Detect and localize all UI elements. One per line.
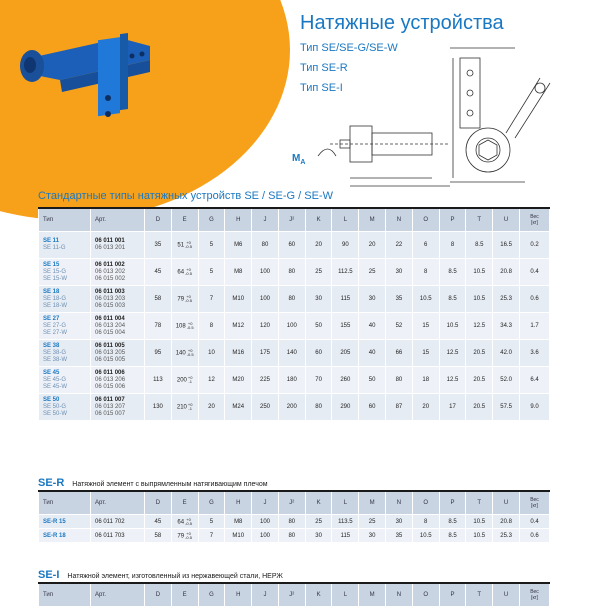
value-cell-d: 45	[145, 515, 172, 529]
value-cell-weight: 0.4	[520, 259, 550, 286]
value-cell-e: 79 +0 -0.5	[171, 286, 198, 313]
technical-drawing	[310, 38, 560, 198]
article-cell: 06 011 005 06 013 205 06 015 005	[91, 340, 145, 367]
value-cell-j: 175	[252, 340, 279, 367]
value-cell-d: 95	[145, 340, 172, 367]
value-cell-o: 15	[412, 313, 439, 340]
value-cell-n: 52	[386, 313, 413, 340]
table-row	[39, 367, 550, 394]
value-cell-weight: 0.6	[520, 286, 550, 313]
article-cell: 06 011 702	[91, 515, 145, 529]
value-cell-j2: 80	[278, 259, 305, 286]
value-cell-m: 20	[359, 232, 386, 259]
value-cell-weight: 0.2	[520, 232, 550, 259]
value-cell-j2: 140	[278, 340, 305, 367]
value-cell-l: 115	[332, 529, 359, 543]
section-heading-se-i: SE-I Натяжной элемент, изготовленный из нержавеющей стали, НЕРЖ	[38, 569, 283, 581]
subtitle-type-se-r: Тип SE-R	[300, 62, 348, 74]
article-cell: 06 011 007 06 013 207 06 015 007	[91, 394, 145, 421]
value-cell-u: 25.3	[493, 286, 520, 313]
value-cell-t: 10.5	[466, 515, 493, 529]
value-cell-j2: 180	[278, 367, 305, 394]
type-cell: SE 50 SE 50-G SE 50-W	[39, 394, 91, 421]
section-heading-standard: Стандартные типы натяжных устройств SE / SE-G / SE-W	[38, 190, 333, 202]
value-cell-p: 12.5	[439, 340, 466, 367]
value-cell-k: 25	[305, 515, 332, 529]
value-cell-n: 35	[386, 529, 413, 543]
value-cell-h: M8	[225, 259, 252, 286]
value-cell-n: 66	[386, 340, 413, 367]
value-cell-weight: 1.7	[520, 313, 550, 340]
article-cell: 06 011 003 06 013 203 06 015 003	[91, 286, 145, 313]
value-cell-k: 80	[305, 394, 332, 421]
value-cell-d: 58	[145, 286, 172, 313]
value-cell-p: 12.5	[439, 367, 466, 394]
subtitle-type-se: Тип SE/SE-G/SE-W	[300, 42, 398, 54]
se-i-table	[38, 582, 550, 607]
value-cell-weight: 9.0	[520, 394, 550, 421]
value-cell-j2: 60	[278, 232, 305, 259]
value-cell-k: 70	[305, 367, 332, 394]
value-cell-e: 64 +0 -0.5	[171, 259, 198, 286]
value-cell-j: 250	[252, 394, 279, 421]
type-cell: SE 38 SE 38-G SE 38-W	[39, 340, 91, 367]
type-cell: SE-R 15	[39, 515, 91, 529]
value-cell-t: 20.5	[466, 367, 493, 394]
value-cell-e: 108 +0 -0.5	[171, 313, 198, 340]
table-header: Тип Арт. D E G H J J² K L M N O P T U Вес [кг]	[39, 491, 550, 515]
table-row	[39, 515, 550, 529]
se-r-table	[38, 490, 550, 543]
value-cell-m: 50	[359, 367, 386, 394]
value-cell-o: 10.5	[412, 286, 439, 313]
value-cell-d: 130	[145, 394, 172, 421]
ma-label: $M_A$	[292, 153, 306, 166]
value-cell-j: 100	[252, 286, 279, 313]
value-cell-l: 112.5	[332, 259, 359, 286]
value-cell-o: 8	[412, 259, 439, 286]
value-cell-d: 78	[145, 313, 172, 340]
value-cell-o: 15	[412, 340, 439, 367]
value-cell-n: 30	[386, 515, 413, 529]
value-cell-m: 40	[359, 340, 386, 367]
value-cell-k: 30	[305, 286, 332, 313]
value-cell-weight: 6.4	[520, 367, 550, 394]
value-cell-n: 87	[386, 394, 413, 421]
value-cell-h: M16	[225, 340, 252, 367]
value-cell-o: 10.5	[412, 529, 439, 543]
value-cell-g: 7	[198, 529, 225, 543]
value-cell-k: 25	[305, 259, 332, 286]
value-cell-g: 20	[198, 394, 225, 421]
value-cell-weight: 0.6	[520, 529, 550, 543]
value-cell-e: 79 +0 -0.5	[171, 529, 198, 543]
value-cell-t: 10.5	[466, 529, 493, 543]
value-cell-m: 25	[359, 515, 386, 529]
table-row	[39, 259, 550, 286]
value-cell-o: 8	[412, 515, 439, 529]
value-cell-o: 18	[412, 367, 439, 394]
value-cell-g: 7	[198, 286, 225, 313]
value-cell-o: 20	[412, 394, 439, 421]
type-cell: SE 15 SE 15-G SE 15-W	[39, 259, 91, 286]
value-cell-d: 35	[145, 232, 172, 259]
value-cell-j: 100	[252, 515, 279, 529]
value-cell-l: 113.5	[332, 515, 359, 529]
value-cell-g: 5	[198, 259, 225, 286]
value-cell-j2: 80	[278, 515, 305, 529]
value-cell-t: 20.5	[466, 340, 493, 367]
value-cell-m: 30	[359, 529, 386, 543]
value-cell-k: 60	[305, 340, 332, 367]
table-row	[39, 394, 550, 421]
type-cell: SE 45 SE 45-G SE 45-W	[39, 367, 91, 394]
value-cell-e: 140 +0 -0.5	[171, 340, 198, 367]
value-cell-j2: 80	[278, 529, 305, 543]
table-row	[39, 232, 550, 259]
value-cell-weight: 3.6	[520, 340, 550, 367]
value-cell-g: 5	[198, 515, 225, 529]
standard-table	[38, 207, 550, 421]
value-cell-t: 20.5	[466, 394, 493, 421]
value-cell-p: 8.5	[439, 529, 466, 543]
value-cell-o: 6	[412, 232, 439, 259]
value-cell-u: 42.0	[493, 340, 520, 367]
article-cell: 06 011 006 06 013 206 06 015 006	[91, 367, 145, 394]
value-cell-g: 5	[198, 232, 225, 259]
value-cell-p: 8.5	[439, 515, 466, 529]
article-cell: 06 011 004 06 013 204 06 015 004	[91, 313, 145, 340]
section-heading-se-r: SE-R Натяжной элемент с выпрямленным натягивающим плечом	[38, 477, 268, 489]
value-cell-u: 20.8	[493, 259, 520, 286]
value-cell-k: 30	[305, 529, 332, 543]
value-cell-t: 10.5	[466, 259, 493, 286]
value-cell-u: 52.0	[493, 367, 520, 394]
value-cell-u: 16.5	[493, 232, 520, 259]
value-cell-j: 120	[252, 313, 279, 340]
value-cell-m: 60	[359, 394, 386, 421]
value-cell-p: 8	[439, 232, 466, 259]
value-cell-u: 57.5	[493, 394, 520, 421]
value-cell-l: 260	[332, 367, 359, 394]
value-cell-n: 30	[386, 259, 413, 286]
table-header: Тип Арт. D E G H J J² K L M N O P T U Вес [кг]	[39, 583, 550, 607]
value-cell-d: 113	[145, 367, 172, 394]
value-cell-k: 50	[305, 313, 332, 340]
value-cell-j: 100	[252, 259, 279, 286]
value-cell-p: 10.5	[439, 313, 466, 340]
value-cell-h: M24	[225, 394, 252, 421]
value-cell-p: 8.5	[439, 259, 466, 286]
value-cell-e: 51 +0 -0.5	[171, 232, 198, 259]
value-cell-j: 100	[252, 529, 279, 543]
value-cell-h: M6	[225, 232, 252, 259]
value-cell-j: 225	[252, 367, 279, 394]
table-row	[39, 529, 550, 543]
value-cell-t: 8.5	[466, 232, 493, 259]
value-cell-j: 80	[252, 232, 279, 259]
value-cell-h: M10	[225, 286, 252, 313]
value-cell-e: 64 +0 -0.5	[171, 515, 198, 529]
value-cell-j2: 80	[278, 286, 305, 313]
value-cell-n: 80	[386, 367, 413, 394]
value-cell-t: 10.5	[466, 286, 493, 313]
value-cell-n: 22	[386, 232, 413, 259]
value-cell-t: 12.5	[466, 313, 493, 340]
article-cell: 06 011 703	[91, 529, 145, 543]
value-cell-l: 90	[332, 232, 359, 259]
value-cell-l: 205	[332, 340, 359, 367]
page-title: Натяжные устройства	[300, 12, 504, 34]
value-cell-g: 12	[198, 367, 225, 394]
value-cell-p: 8.5	[439, 286, 466, 313]
value-cell-n: 35	[386, 286, 413, 313]
value-cell-h: M20	[225, 367, 252, 394]
subtitle-type-se-i: Тип SE-I	[300, 82, 343, 94]
value-cell-h: M10	[225, 529, 252, 543]
value-cell-u: 20.8	[493, 515, 520, 529]
value-cell-u: 25.3	[493, 529, 520, 543]
article-cell: 06 011 001 06 013 201	[91, 232, 145, 259]
table-row	[39, 340, 550, 367]
table-header: Тип Арт. D E G H J J² K L M N O P T U Вес [кг]	[39, 208, 550, 232]
value-cell-p: 17	[439, 394, 466, 421]
type-cell: SE-R 18	[39, 529, 91, 543]
value-cell-k: 20	[305, 232, 332, 259]
value-cell-h: M8	[225, 515, 252, 529]
article-cell: 06 011 002 06 013 202 06 015 002	[91, 259, 145, 286]
value-cell-j2: 100	[278, 313, 305, 340]
value-cell-g: 10	[198, 340, 225, 367]
value-cell-m: 30	[359, 286, 386, 313]
value-cell-l: 290	[332, 394, 359, 421]
value-cell-j2: 200	[278, 394, 305, 421]
value-cell-e: 210 +0 -1	[171, 394, 198, 421]
tensioner-product-photo	[0, 18, 160, 138]
value-cell-l: 155	[332, 313, 359, 340]
type-cell: SE 11 SE 11-G	[39, 232, 91, 259]
value-cell-l: 115	[332, 286, 359, 313]
value-cell-e: 200 +0 -1	[171, 367, 198, 394]
value-cell-m: 25	[359, 259, 386, 286]
value-cell-u: 34.3	[493, 313, 520, 340]
table-row	[39, 313, 550, 340]
value-cell-g: 8	[198, 313, 225, 340]
value-cell-h: M12	[225, 313, 252, 340]
table-row	[39, 286, 550, 313]
value-cell-d: 45	[145, 259, 172, 286]
type-cell: SE 18 SE 18-G SE 18-W	[39, 286, 91, 313]
value-cell-m: 40	[359, 313, 386, 340]
value-cell-d: 58	[145, 529, 172, 543]
type-cell: SE 27 SE 27-G SE 27-W	[39, 313, 91, 340]
value-cell-weight: 0.4	[520, 515, 550, 529]
